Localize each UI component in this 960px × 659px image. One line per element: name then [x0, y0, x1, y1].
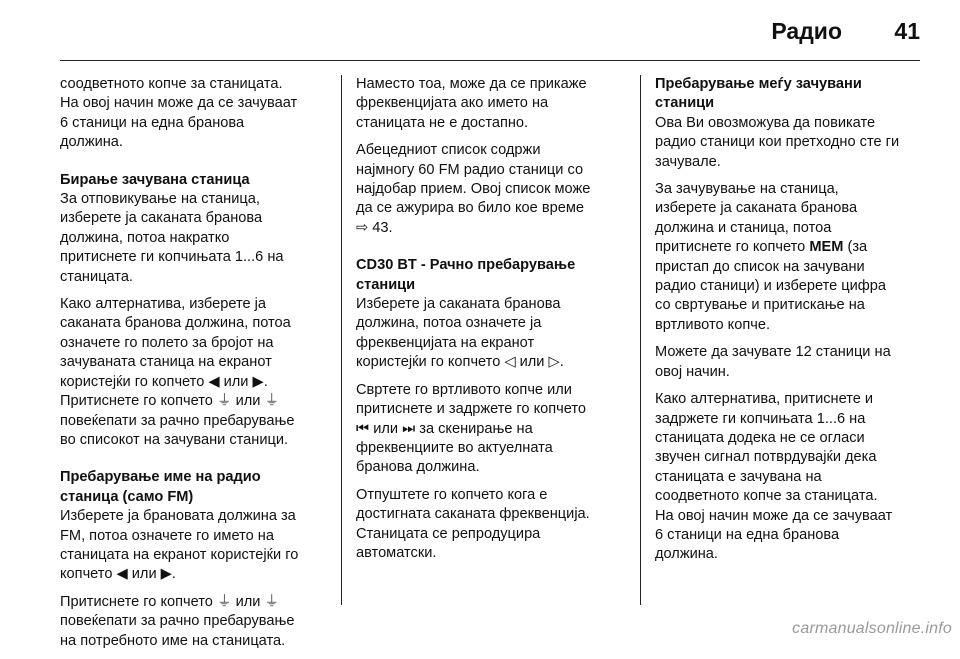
page-number: 41 — [894, 18, 920, 44]
text-line: Пребарување име на радио — [60, 469, 261, 486]
text-line: На овој начин може да се зачуваат — [655, 507, 893, 524]
text-line: станицата на екранот користејќи го — [60, 546, 299, 563]
text-line: во списокот на зачувани станици. — [60, 431, 289, 448]
text-line: станици — [356, 276, 416, 293]
text-line: соодветното копче за станицата. — [60, 76, 283, 92]
text-line: повеќепати за рачно пребарување — [60, 613, 295, 630]
text-line: Абецедниот список содржи — [356, 142, 541, 159]
text-line: користејќи го копчето ◁ или ▷. — [356, 354, 564, 371]
text-line: За отповикување на станица, — [60, 191, 260, 208]
text-line: должина и станица, потоа — [655, 219, 832, 236]
text-line: повеќепати за рачно пребарување — [60, 412, 295, 429]
text-line: За зачувување на станица, — [655, 181, 839, 198]
text-line: ⇨ 43. — [356, 219, 393, 236]
text-column-1 — [60, 75, 330, 659]
paragraph — [356, 141, 626, 238]
header-divider — [60, 60, 920, 61]
text-line: радио станици кои претходно сте ги — [655, 134, 900, 151]
text-column-2 — [356, 75, 626, 571]
text-line: копчето ◀ или ▶. — [60, 566, 176, 583]
text-line: Изберете ја брановата должина за — [60, 508, 296, 525]
text-line: станица (само FM) — [60, 488, 194, 505]
text-line: Притиснете го копчето ⏚ или ⏚ — [60, 593, 280, 610]
mem-button-label: MEM — [809, 239, 844, 256]
text-line: На овој начин може да се зачуваат — [60, 95, 298, 112]
text-line: станицата не е достапно. — [356, 114, 529, 131]
text-line: 6 станици на една бранова — [60, 114, 245, 131]
paragraph — [356, 75, 626, 133]
section-heading — [356, 256, 626, 295]
paragraph — [356, 381, 626, 478]
text-line: Пребарување меѓу зачувани — [655, 76, 862, 92]
text-line: автоматски. — [356, 544, 437, 561]
text-line: станицата. — [60, 268, 133, 285]
text-line: саканата бранова должина, потоа — [60, 315, 291, 332]
paragraph — [655, 390, 927, 565]
text-line: изберете ја саканата бранова — [655, 200, 858, 217]
text-line: FM, потоа означете го името на — [60, 527, 274, 544]
text-line: пристап до список на зачувани — [655, 258, 865, 275]
text-line: фреквенцијата ако името на — [356, 95, 549, 112]
text-line: Ова Ви овозможува да повикате — [655, 114, 876, 131]
section-heading — [60, 468, 330, 507]
text-line: станицата додека не се огласи — [655, 429, 865, 446]
section-heading — [655, 75, 927, 114]
page-title: Радио — [771, 18, 842, 44]
text-line: означете го полето за бројот на — [60, 334, 274, 351]
paragraph — [60, 190, 330, 287]
text-line: притиснете и задржете го копчето — [356, 401, 587, 418]
text-line: CD30 BT - Рачно пребарување — [356, 257, 576, 274]
paragraph — [655, 114, 927, 172]
text-line: станици — [655, 95, 715, 112]
text-line: бранова должина. — [356, 459, 480, 476]
paragraph — [60, 507, 330, 585]
text-line: овој начин. — [655, 363, 730, 380]
text-line: радио станици) и изберете цифра — [655, 278, 887, 295]
text-line: должина. — [655, 546, 718, 563]
paragraph — [655, 343, 927, 382]
text-line: најмногу 60 FM радио станици со — [356, 161, 584, 178]
text-line: зачувале. — [655, 153, 721, 170]
text-line: Свртете го вртливото копче или — [356, 381, 572, 398]
text-line: 6 станици на една бранова — [655, 526, 840, 543]
text-line: должина, потоа означете ја — [356, 315, 542, 332]
paragraph — [356, 295, 626, 373]
text-line: притиснете ги копчињата 1...6 на — [60, 249, 284, 266]
text-line: Станицата се репродуцира — [356, 525, 541, 542]
column-divider-right — [640, 75, 641, 605]
text-line: соодветното копче за станицата. — [655, 488, 878, 505]
text-line: Наместо тоа, може да се прикаже — [356, 76, 587, 92]
text-line: Можете да зачувате 12 станици на — [655, 344, 891, 361]
text-line: станицата е зачувана на — [655, 468, 822, 485]
text-line: користејќи го копчето ◀ или ▶. — [60, 373, 268, 390]
paragraph: За зачувување на станица, изберете ја саканата бранова должина и станица, потоа притиснете го копчето MEM (за пристап до список на зачувани радио станици) и изберете цифра со свртување и притискање на вртливото копче. — [655, 180, 927, 335]
watermark: carmanualsonline.info — [792, 620, 952, 637]
column-divider-left — [341, 75, 342, 605]
text-line: вртливото копче. — [655, 316, 770, 333]
paragraph — [60, 593, 330, 651]
text-line: фреквенцијата на екранот — [356, 334, 535, 351]
text-line: со свртување и притискање на — [655, 297, 865, 314]
text-line: задржете ги копчињата 1...6 на — [655, 410, 866, 427]
paragraph — [60, 75, 330, 153]
text-line: изберете ја саканата бранова — [60, 210, 263, 227]
text-line: Притиснете го копчето ⏚ или ⏚ — [60, 393, 280, 410]
text-line: Отпуштете го копчето кога е — [356, 486, 548, 503]
text-line: ⏮ или ⏭ за скенирање на — [356, 420, 533, 437]
text-line: Како алтернатива, изберете ја — [60, 296, 267, 313]
text-line: на потребното име на станицата. — [60, 632, 286, 649]
section-heading: Бирање зачувана станица — [60, 171, 250, 188]
paragraph — [356, 486, 626, 564]
text-line: најдобар прием. Овој список може — [356, 181, 591, 198]
text-line: достигната саканата фреквенција. — [356, 506, 590, 523]
page-header — [0, 0, 960, 62]
text-line: звучен сигнал потврдувајќи дека — [655, 449, 877, 466]
text-line: да се ажурира во било кое време — [356, 200, 584, 217]
text-line: Како алтернатива, притиснете и — [655, 391, 874, 408]
paragraph — [60, 295, 330, 450]
text-line: зачуваната станица на екранот — [60, 354, 272, 371]
text-line: должина, потоа накратко — [60, 229, 230, 246]
text-line: фреквенциите во актуелната — [356, 439, 553, 456]
text-line: Изберете ја саканата бранова — [356, 296, 561, 313]
text-line: должина. — [60, 134, 123, 151]
text-column-3 — [655, 75, 927, 573]
